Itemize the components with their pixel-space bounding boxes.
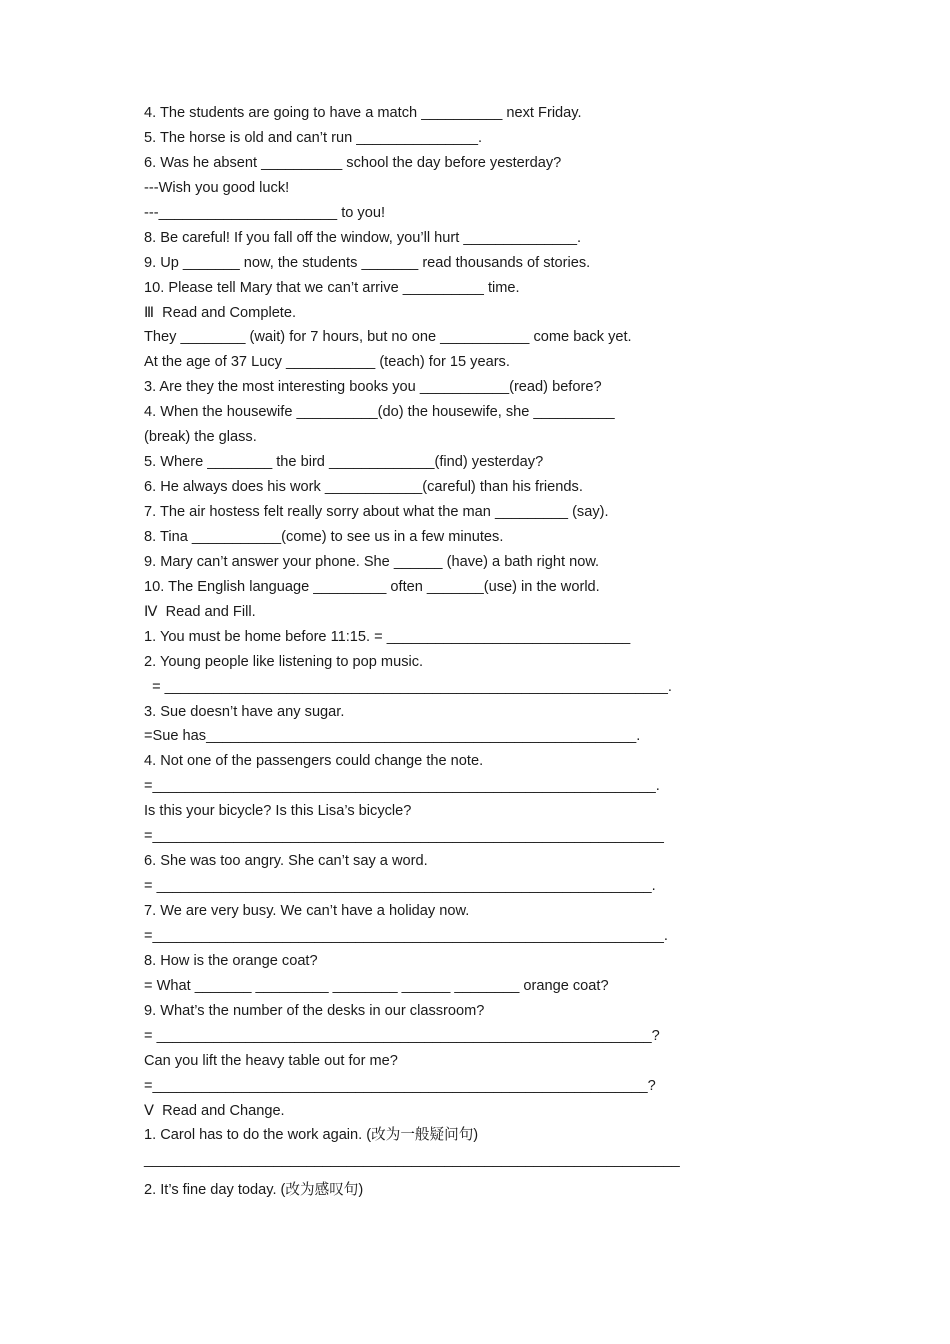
text-line: (break) the glass. bbox=[144, 429, 257, 446]
text-line: 6. He always does his work ____________(careful) than his friends. bbox=[144, 479, 583, 496]
text-line: 9. What’s the number of the desks in our classroom? bbox=[144, 1002, 485, 1019]
text-line: 2. Young people like listening to pop music. bbox=[144, 653, 424, 670]
text-line: =Sue has_____________________________________________________. bbox=[144, 728, 641, 745]
section-heading-5: Ⅴ Read and Change. bbox=[144, 1102, 285, 1119]
text-line: 1. You must be home before 11:15. = ______________________________ bbox=[144, 628, 631, 645]
text-line: 10. The English language _________ often _______(use) in the world. bbox=[144, 578, 600, 595]
text-line: 3. Sue doesn’t have any sugar. bbox=[144, 703, 345, 720]
text-line: = _____________________________________________________________. bbox=[144, 878, 656, 895]
text-line: At the age of 37 Lucy ___________ (teach) for 15 years. bbox=[144, 354, 510, 371]
text-line: = What _______ _________ ________ ______ ________ orange coat? bbox=[144, 977, 609, 994]
section-heading-4: Ⅳ Read and Fill. bbox=[144, 603, 256, 620]
worksheet-content bbox=[144, 101, 704, 1203]
text-line: 1. Carol has to do the work again. (改为一般疑问句) bbox=[144, 1127, 479, 1144]
text-line: 8. Tina ___________(come) to see us in a few minutes. bbox=[144, 528, 504, 545]
text-line: = ______________________________________________________________. bbox=[144, 678, 672, 695]
text-line: =_______________________________________________________________. bbox=[144, 927, 668, 944]
text-line: 4. Not one of the passengers could change the note. bbox=[144, 753, 484, 770]
text-line: 7. The air hostess felt really sorry about what the man _________ (say). bbox=[144, 504, 609, 520]
text-line: 5. The horse is old and can’t run _______________. bbox=[144, 129, 483, 146]
text-line: Is this your bicycle? Is this Lisa’s bicycle? bbox=[144, 803, 412, 820]
text-line: ---______________________ to you! bbox=[144, 204, 386, 221]
text-line: 9. Mary can’t answer your phone. She ______ (have) a bath right now. bbox=[144, 553, 600, 570]
text-line: 9. Up _______ now, the students _______ read thousands of stories. bbox=[144, 254, 591, 271]
section-heading-3: Ⅲ Read and Complete. bbox=[144, 304, 297, 321]
text-line: 4. The students are going to have a match __________ next Friday. bbox=[144, 105, 582, 121]
text-line: They ________ (wait) for 7 hours, but no one ___________ come back yet. bbox=[144, 329, 632, 346]
text-line: 6. Was he absent __________ school the day before yesterday? bbox=[144, 154, 562, 171]
text-line: ---Wish you good luck! bbox=[144, 179, 290, 196]
text-line: =_______________________________________________________________ bbox=[144, 828, 664, 845]
text-line: Can you lift the heavy table out for me? bbox=[144, 1052, 398, 1069]
text-line: = _____________________________________________________________? bbox=[144, 1027, 660, 1044]
text-line: =______________________________________________________________. bbox=[144, 778, 660, 795]
text-line: 3. Are they the most interesting books you ___________(read) before? bbox=[144, 379, 602, 396]
text-line: =_____________________________________________________________? bbox=[144, 1077, 656, 1094]
text-line: 8. How is the orange coat? bbox=[144, 952, 318, 969]
text-line: 7. We are very busy. We can’t have a holiday now. bbox=[144, 903, 470, 919]
text-line: 4. When the housewife __________(do) the housewife, she __________ bbox=[144, 404, 615, 421]
text-line: 2. It’s fine day today. (改为感叹句) bbox=[144, 1182, 364, 1199]
answer-line: __________________________________________________________________ bbox=[144, 1152, 680, 1169]
text-line: 8. Be careful! If you fall off the window, you’ll hurt ______________. bbox=[144, 229, 582, 246]
text-line: 6. She was too angry. She can’t say a word. bbox=[144, 853, 428, 870]
text-line: 10. Please tell Mary that we can’t arrive __________ time. bbox=[144, 279, 520, 296]
text-line: 5. Where ________ the bird _____________(find) yesterday? bbox=[144, 454, 544, 471]
